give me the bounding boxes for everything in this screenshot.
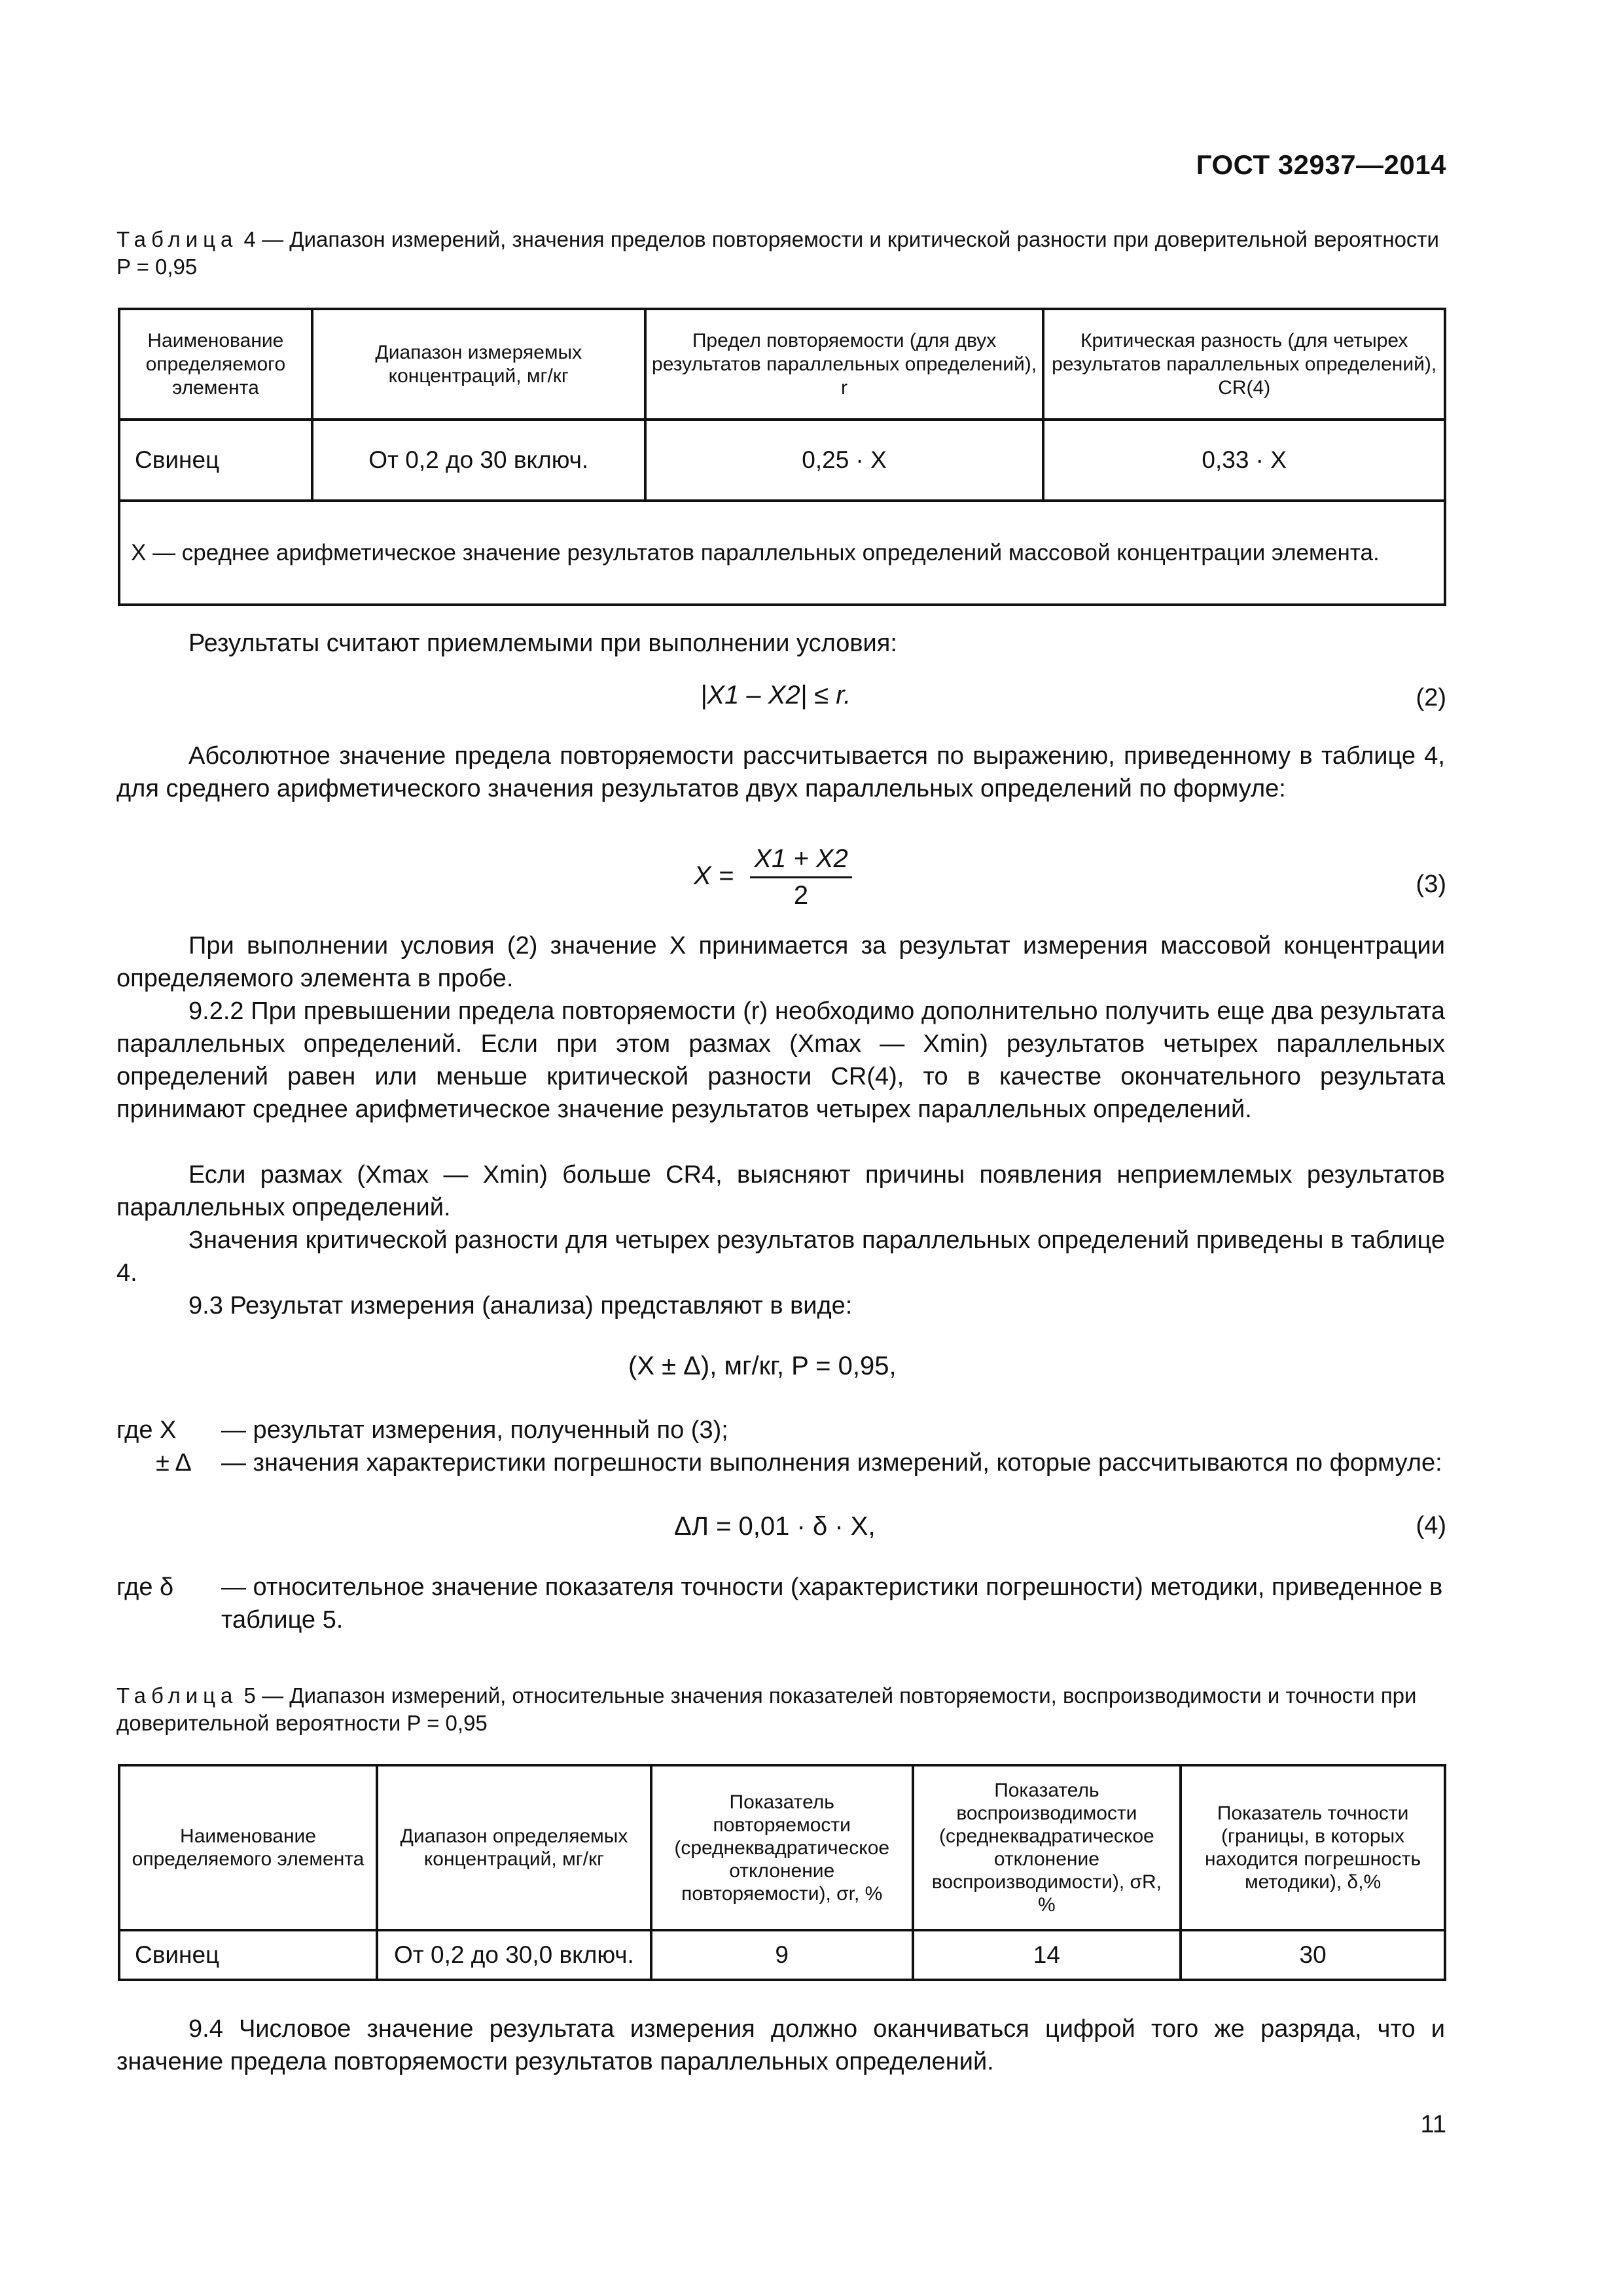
formula-3-numerator: X1 + X2: [750, 844, 851, 878]
table5-header-cell: Диапазон определяемых концентраций, мг/кг: [377, 1765, 651, 1930]
table-5: [118, 1764, 1446, 1981]
formula-4: ΔЛ = 0,01 · δ · X,: [674, 1512, 876, 1541]
paragraph: Если размах (Xmax — Xmin) больше CR4, выясняют причины появления неприемлемых результатов параллельных определений.: [116, 1161, 1445, 1221]
document-code: ГОСТ 32937—2014: [1196, 149, 1446, 180]
where-text: — результат измерения, полученный по (3);: [221, 1416, 728, 1444]
where-lead: где δ: [116, 1573, 174, 1601]
formula-2: |X1 – X2| ≤ r.: [700, 681, 851, 709]
where-text: — относительное значение показателя точности (характеристики погрешности) методики, приведенное в таблице 5.: [221, 1573, 1443, 1634]
table-4: [118, 308, 1446, 606]
table4-cell-element: Свинец: [119, 420, 312, 501]
table4-cell-repeatability: 0,25 · X: [645, 420, 1044, 501]
table5-caption-label: Таблица: [116, 1683, 238, 1708]
table5-cell-reproducibility: 14: [913, 1930, 1181, 1980]
table5-header-row: [119, 1765, 1445, 1930]
paragraph: При выполнении условия (2) значение X принимается за результат измерения массовой концентрации определяемого элемента в пробе.: [116, 932, 1445, 992]
where-lead: ± Δ: [156, 1449, 192, 1477]
table4-note-row: [119, 501, 1445, 605]
equation-number: (3): [1416, 870, 1446, 898]
table4-cell-critical-diff: 0,33 · X: [1043, 420, 1445, 501]
equation-number: (4): [1416, 1512, 1446, 1539]
table5-header-cell: Наименование определяемого элемента: [119, 1765, 377, 1930]
table5-caption-text: 5 — Диапазон измерений, относительные значения показателей повторяемости, воспроизводимости и точности при доверительной вероятности P = 0,95: [116, 1683, 1417, 1735]
table5-cell-element: Свинец: [119, 1930, 377, 1980]
where-text: — значения характеристики погрешности выполнения измерений, которые рассчитываются по формуле:: [221, 1449, 1442, 1477]
where-clause: [116, 1414, 1445, 1446]
formula-3-lhs: X =: [694, 861, 734, 891]
formula-3-fraction: [750, 844, 851, 910]
where-clause: [116, 1571, 1445, 1636]
where-lead: где X: [116, 1416, 177, 1444]
equation-number: (2): [1416, 684, 1446, 711]
table5-header-cell: Показатель воспроизводимости (среднеквадратическое отклонение воспроизводимости), σR, %: [913, 1765, 1181, 1930]
table4-caption: [116, 226, 1445, 281]
paragraph: 9.2.2 При превышении предела повторяемости (r) необходимо дополнительно получить еще два результата параллельных определений. Если при этом размах (Xmax — Xmin) результатов четырех параллельных определений равен или меньше критической разности CR(4), то в качестве окончательного результата принимают среднее арифметическое значение результатов четырех параллельных определений.: [116, 997, 1445, 1123]
table5-header-cell: Показатель точности (границы, в которых находится погрешность методики), δ,%: [1181, 1765, 1445, 1930]
formula-3-denominator: 2: [793, 881, 809, 910]
table4-note: X — среднее арифметическое значение результатов параллельных определений массовой концентрации элемента.: [119, 501, 1445, 605]
table4-header-cell: Критическая разность (для четырех результатов параллельных определений), CR(4): [1043, 309, 1445, 420]
table4-header-cell: Наименование определяемого элемента: [119, 309, 312, 420]
table5-cell-accuracy: 30: [1181, 1930, 1445, 1980]
table5-caption: [116, 1682, 1445, 1737]
table-row: [119, 420, 1445, 501]
table4-header-cell: Диапазон измеряемых концентраций, мг/кг: [312, 309, 645, 420]
table4-cell-range: От 0,2 до 30 включ.: [312, 420, 645, 501]
table4-caption-label: Таблица: [116, 227, 238, 251]
table-row: [119, 1930, 1445, 1980]
paragraph: 9.3 Результат измерения (анализа) представляют в виде:: [188, 1292, 853, 1319]
paragraph: Результаты считают приемлемыми при выполнении условия:: [188, 630, 897, 657]
table5-cell-range: От 0,2 до 30,0 включ.: [377, 1930, 651, 1980]
page-number: 11: [1420, 2111, 1446, 2138]
formula-result: (X ± Δ), мг/кг, P = 0,95,: [628, 1352, 897, 1380]
table5-header-cell: Показатель повторяемости (среднеквадратическое отклонение повторяемости), σr, %: [651, 1765, 913, 1930]
paragraph: Абсолютное значение предела повторяемости рассчитывается по выражению, приведенному в таблице 4, для среднего арифметического значения результатов двух параллельных определений по формуле:: [116, 742, 1445, 802]
table5-cell-repeatability: 9: [651, 1930, 913, 1980]
table4-caption-text: 4 — Диапазон измерений, значения пределов повторяемости и критической разности при доверительной вероятности P = 0,95: [116, 227, 1439, 279]
where-clause: [156, 1446, 1445, 1479]
paragraph: Значения критической разности для четырех результатов параллельных определений приведены в таблице 4.: [116, 1227, 1445, 1287]
table4-header-row: [119, 309, 1445, 420]
table4-header-cell: Предел повторяемости (для двух результатов параллельных определений), r: [645, 309, 1044, 420]
paragraph: 9.4 Числовое значение результата измерения должно оканчиваться цифрой того же разряда, что и значение предела повторяемости результатов параллельных определений.: [116, 2015, 1445, 2075]
formula-3: [694, 844, 852, 910]
